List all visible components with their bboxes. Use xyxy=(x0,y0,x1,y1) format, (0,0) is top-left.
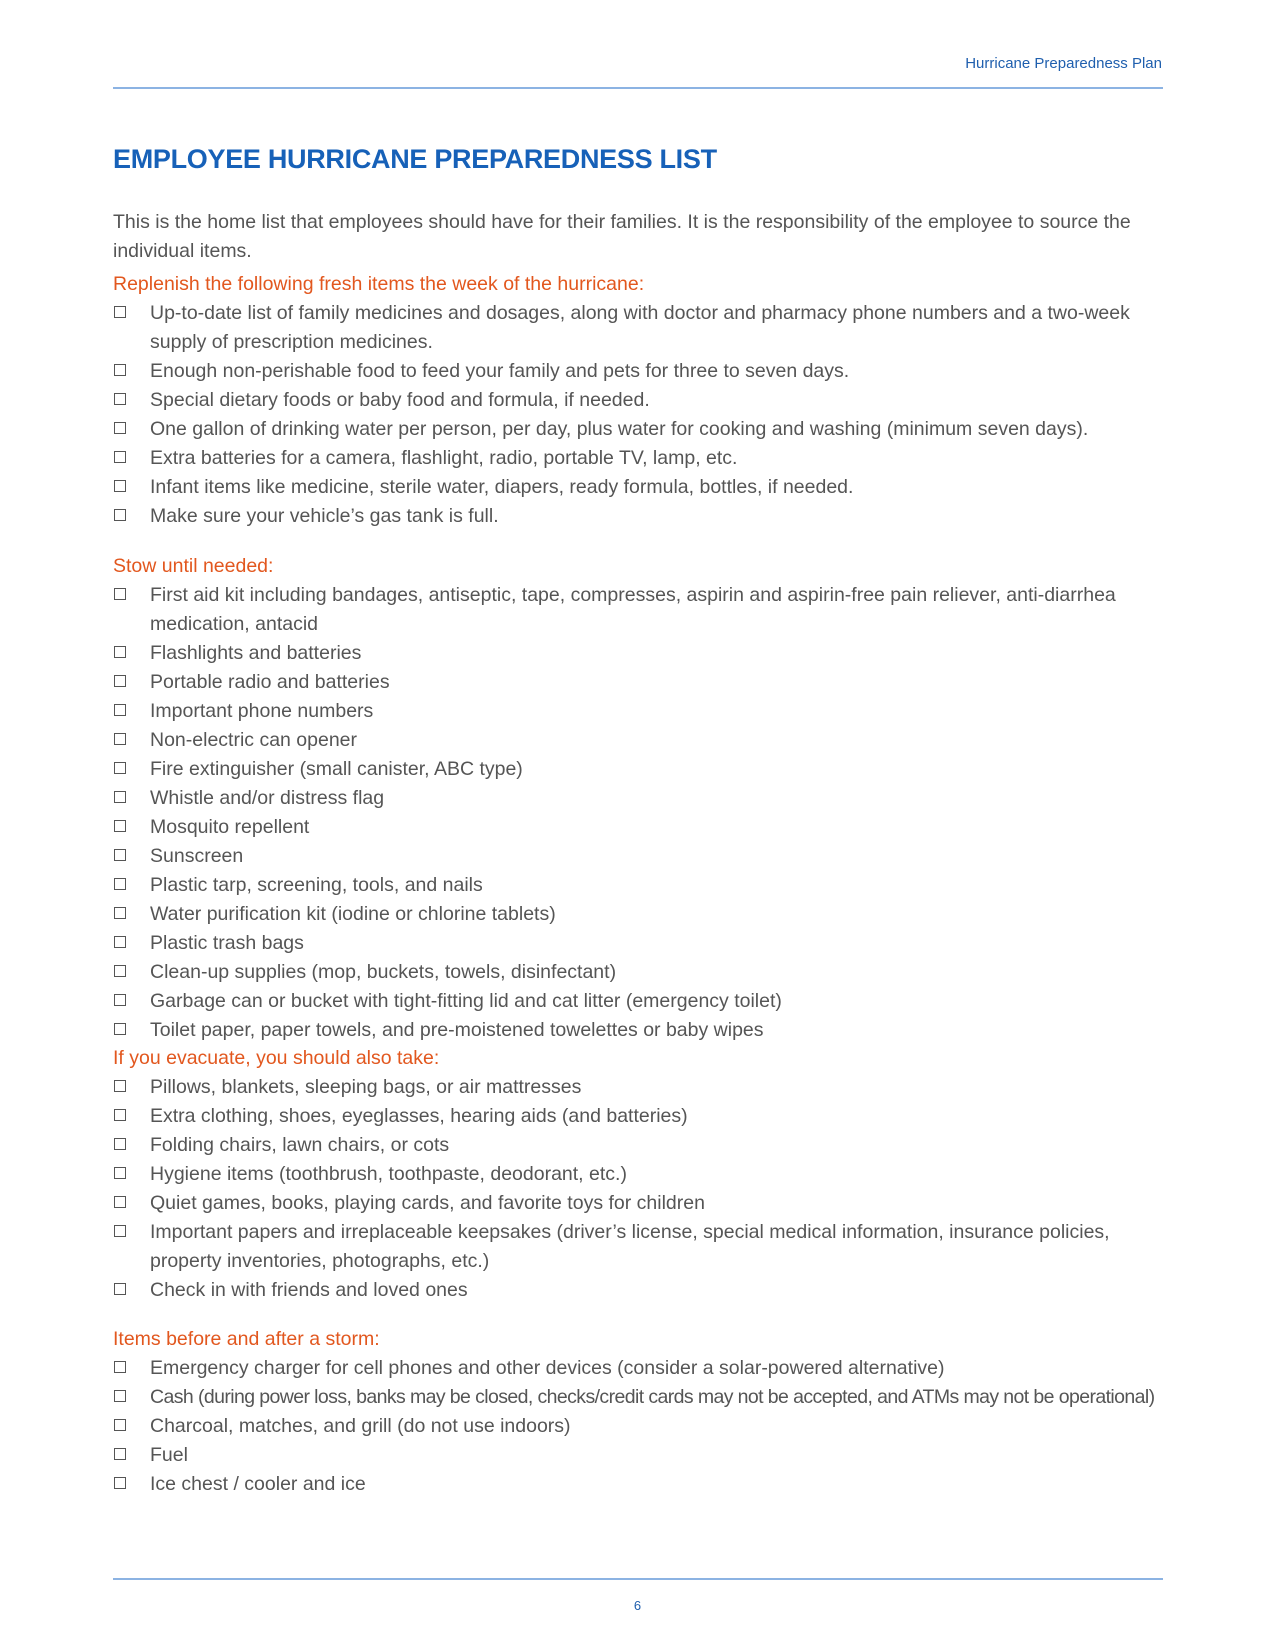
checklist-item-label: Make sure your vehicle’s gas tank is full. xyxy=(150,505,499,527)
header-divider xyxy=(113,87,1163,89)
checklist-item xyxy=(113,444,1173,473)
checklist-item xyxy=(113,1354,1173,1383)
checklist-item-label: Extra clothing, shoes, eyeglasses, hearing aids (and batteries) xyxy=(150,1105,688,1127)
checklist-item-label: Special dietary foods or baby food and formula, if needed. xyxy=(150,389,650,411)
checkbox-icon[interactable] xyxy=(114,1109,126,1121)
checklist-item xyxy=(113,929,1173,958)
checkbox-icon[interactable] xyxy=(114,965,126,977)
checklist-item-label: Check in with friends and loved ones xyxy=(150,1279,468,1301)
checklist-item xyxy=(113,415,1173,444)
checklist-item-label: Plastic tarp, screening, tools, and nails xyxy=(150,874,483,896)
section-heading: Items before and after a storm: xyxy=(113,1328,380,1350)
checklist-item xyxy=(113,1383,1173,1412)
checklist-item-label: Fire extinguisher (small canister, ABC type) xyxy=(150,758,523,780)
checklist xyxy=(113,299,1173,531)
section-heading: Replenish the following fresh items the week of the hurricane: xyxy=(113,273,645,295)
checklist-item-label: Hygiene items (toothbrush, toothpaste, deodorant, etc.) xyxy=(150,1163,627,1185)
checklist xyxy=(113,1354,1173,1499)
checkbox-icon[interactable] xyxy=(114,675,126,687)
checkbox-icon[interactable] xyxy=(114,1390,126,1402)
checklist-item xyxy=(113,755,1173,784)
checkbox-icon[interactable] xyxy=(114,1196,126,1208)
checklist-item-label: Flashlights and batteries xyxy=(150,642,362,664)
checklist-item xyxy=(113,987,1173,1016)
checkbox-icon[interactable] xyxy=(114,422,126,434)
checklist-item xyxy=(113,386,1173,415)
section-heading: If you evacuate, you should also take: xyxy=(113,1047,440,1069)
checkbox-icon[interactable] xyxy=(114,1225,126,1237)
section-heading: Stow until needed: xyxy=(113,555,274,577)
checkbox-icon[interactable] xyxy=(114,509,126,521)
checklist-item xyxy=(113,668,1173,697)
checklist-item-label: Fuel xyxy=(150,1444,188,1466)
checkbox-icon[interactable] xyxy=(114,878,126,890)
checklist-item xyxy=(113,1218,1173,1276)
checkbox-icon[interactable] xyxy=(114,364,126,376)
checklist-item-label: Mosquito repellent xyxy=(150,816,310,838)
checkbox-icon[interactable] xyxy=(114,907,126,919)
checkbox-icon[interactable] xyxy=(114,393,126,405)
checklist-item xyxy=(113,581,1173,639)
checklist-item-label: Up-to-date list of family medicines and dosages, along with doctor and pharmacy phone numbers and a two-week supply of prescription medicines. xyxy=(150,302,1130,353)
checklist-item-label: Quiet games, books, playing cards, and favorite toys for children xyxy=(150,1192,705,1214)
section-before-after-storm xyxy=(113,1325,1173,1499)
checkbox-icon[interactable] xyxy=(114,1419,126,1431)
checklist-item xyxy=(113,1276,1173,1305)
checkbox-icon[interactable] xyxy=(114,704,126,716)
checkbox-icon[interactable] xyxy=(114,849,126,861)
checkbox-icon[interactable] xyxy=(114,306,126,318)
section-replenish xyxy=(113,270,1173,531)
checklist-item xyxy=(113,1160,1173,1189)
checklist xyxy=(113,581,1173,1045)
checkbox-icon[interactable] xyxy=(114,733,126,745)
checklist-item-label: Whistle and/or distress flag xyxy=(150,787,385,809)
checklist-item xyxy=(113,1441,1173,1470)
checkbox-icon[interactable] xyxy=(114,1138,126,1150)
checklist-item xyxy=(113,1073,1173,1102)
intro-paragraph: This is the home list that employees should have for their families. It is the responsibility of the employee to source the individual items. xyxy=(113,211,1131,262)
checklist-item xyxy=(113,639,1173,668)
checklist-item-label: Ice chest / cooler and ice xyxy=(150,1473,366,1495)
checklist-item xyxy=(113,784,1173,813)
checkbox-icon[interactable] xyxy=(114,820,126,832)
checklist xyxy=(113,1073,1173,1305)
checklist-item-label: One gallon of drinking water per person, per day, plus water for cooking and washing (minimum seven days). xyxy=(150,418,1089,440)
checklist-item-label: Extra batteries for a camera, flashlight, radio, portable TV, lamp, etc. xyxy=(150,447,738,469)
checkbox-icon[interactable] xyxy=(114,588,126,600)
checklist-item xyxy=(113,871,1173,900)
checkbox-icon[interactable] xyxy=(114,1477,126,1489)
checkbox-icon[interactable] xyxy=(114,762,126,774)
section-stow xyxy=(113,552,1173,1045)
checklist-item-label: Sunscreen xyxy=(150,845,244,867)
checklist-item-label: Non-electric can opener xyxy=(150,729,358,751)
checkbox-icon[interactable] xyxy=(114,1167,126,1179)
page-number: 6 xyxy=(633,1598,642,1613)
checklist-item-label: First aid kit including bandages, antiseptic, tape, compresses, aspirin and aspirin-free pain reliever, anti-diarrhea medication, antacid xyxy=(150,584,1116,635)
checklist-item xyxy=(113,697,1173,726)
checkbox-icon[interactable] xyxy=(114,791,126,803)
checklist-item xyxy=(113,1131,1173,1160)
checkbox-icon[interactable] xyxy=(114,480,126,492)
checklist-item xyxy=(113,299,1173,357)
checklist-item-label: Charcoal, matches, and grill (do not use indoors) xyxy=(150,1415,571,1437)
checklist-item-label: Plastic trash bags xyxy=(150,932,304,954)
checklist-item-label: Cash (during power loss, banks may be closed, checks/credit cards may not be accepted, and ATMs may not be operational) xyxy=(150,1386,1155,1408)
checklist-item xyxy=(113,842,1173,871)
checklist-item-label: Toilet paper, paper towels, and pre-moistened towelettes or baby wipes xyxy=(150,1019,764,1041)
checklist-item xyxy=(113,1412,1173,1441)
checkbox-icon[interactable] xyxy=(114,1283,126,1295)
checkbox-icon[interactable] xyxy=(114,646,126,658)
checkbox-icon[interactable] xyxy=(114,994,126,1006)
section-evacuate xyxy=(113,1044,1173,1305)
checklist-item xyxy=(113,473,1173,502)
checklist-item xyxy=(113,900,1173,929)
checkbox-icon[interactable] xyxy=(114,451,126,463)
checkbox-icon[interactable] xyxy=(114,1080,126,1092)
checklist-item-label: Enough non-perishable food to feed your family and pets for three to seven days. xyxy=(150,360,850,382)
checklist-item xyxy=(113,726,1173,755)
checklist-item xyxy=(113,1102,1173,1131)
page-title: EMPLOYEE HURRICANE PREPAREDNESS LIST xyxy=(113,144,717,174)
checklist-item xyxy=(113,1016,1173,1045)
checklist-item-label: Portable radio and batteries xyxy=(150,671,390,693)
checklist-item-label: Emergency charger for cell phones and other devices (consider a solar-powered alternative) xyxy=(150,1357,945,1379)
checklist-item-label: Clean-up supplies (mop, buckets, towels, disinfectant) xyxy=(150,961,617,983)
footer-divider xyxy=(113,1578,1163,1580)
checklist-item-label: Garbage can or bucket with tight-fitting lid and cat litter (emergency toilet) xyxy=(150,990,782,1012)
checklist-item xyxy=(113,1470,1173,1499)
checklist-item-label: Folding chairs, lawn chairs, or cots xyxy=(150,1134,450,1156)
checkbox-icon[interactable] xyxy=(114,1023,126,1035)
running-header: Hurricane Preparedness Plan xyxy=(965,55,1162,72)
checklist-item-label: Water purification kit (iodine or chlorine tablets) xyxy=(150,903,556,925)
checklist-item xyxy=(113,813,1173,842)
checklist-item xyxy=(113,958,1173,987)
checkbox-icon[interactable] xyxy=(114,1361,126,1373)
checklist-item xyxy=(113,502,1173,531)
checkbox-icon[interactable] xyxy=(114,936,126,948)
checklist-item-label: Infant items like medicine, sterile water, diapers, ready formula, bottles, if needed. xyxy=(150,476,854,498)
checkbox-icon[interactable] xyxy=(114,1448,126,1460)
checklist-item xyxy=(113,1189,1173,1218)
checklist-item xyxy=(113,357,1173,386)
checklist-item-label: Pillows, blankets, sleeping bags, or air mattresses xyxy=(150,1076,582,1098)
checklist-item-label: Important papers and irreplaceable keepsakes (driver’s license, special medical information, insurance policies, property inventories, photographs, etc.) xyxy=(150,1221,1110,1272)
checklist-item-label: Important phone numbers xyxy=(150,700,374,722)
